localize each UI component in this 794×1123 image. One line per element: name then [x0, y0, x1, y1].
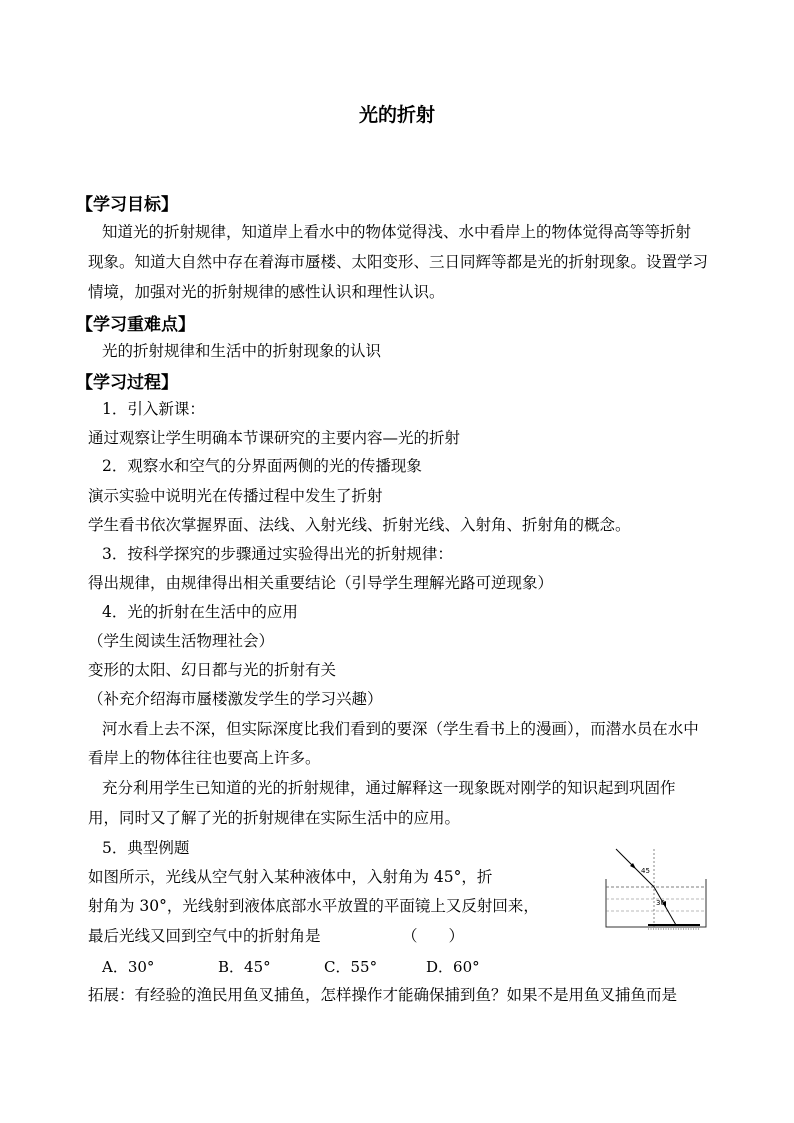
paragraph-line: 光的折射规律和生活中的折射现象的认识: [102, 342, 382, 360]
option-b: B．45°: [218, 958, 271, 976]
process-line: 用，同时又了解了光的折射规律在实际生活中的应用。: [88, 809, 461, 827]
extension-line: 拓展：有经验的渔民用鱼叉捕鱼，怎样操作才能确保捕到鱼？如果不是用鱼叉捕鱼而是: [88, 986, 678, 1004]
refraction-diagram: [604, 843, 708, 933]
process-line: 1．引入新课：: [102, 400, 205, 418]
example-question-line: 射角为 30°，光线射到液体底部水平放置的平面镜上又反射回来，: [88, 897, 539, 915]
process-line: 演示实验中说明光在传播过程中发生了折射: [88, 487, 383, 505]
process-line: 学生看书依次掌握界面、法线、入射光线、折射光线、入射角、折射角的概念。: [88, 516, 631, 534]
option-d: D．60°: [426, 958, 480, 976]
incident-angle-label: 45: [641, 867, 650, 875]
process-line: 4．光的折射在生活中的应用: [102, 603, 298, 621]
process-line: 2．观察水和空气的分界面两侧的光的传播现象: [102, 457, 422, 475]
process-line: 得出规律，由规律得出相关重要结论（引导学生理解光路可逆现象）: [88, 574, 554, 592]
process-line: （补充介绍海市蜃楼激发学生的学习兴趣）: [88, 690, 383, 708]
section-heading-goals: 【学习目标】: [76, 195, 178, 215]
answer-blank: （ ）: [402, 927, 465, 945]
process-line: 5．典型例题: [102, 839, 190, 857]
paragraph-line: 现象。知道大自然中存在着海市蜃楼、太阳变形、三日同辉等都是光的折射现象。设置学习: [88, 253, 709, 271]
process-line: 3．按科学探究的步骤通过实验得出光的折射规律：: [102, 545, 453, 563]
example-question-line: 最后光线又回到空气中的折射角是: [88, 927, 321, 945]
process-line: （学生阅读生活物理社会）: [88, 632, 275, 650]
page-title: 光的折射: [358, 104, 435, 126]
option-c: C．55°: [324, 958, 378, 976]
option-a: A．30°: [102, 958, 155, 976]
process-line: 通过观察让学生明确本节课研究的主要内容—光的折射: [88, 429, 461, 447]
refraction-angle-label: 30: [656, 899, 665, 907]
process-line: 变形的太阳、幻日都与光的折射有关: [88, 661, 337, 679]
paragraph-line: 知道光的折射规律，知道岸上看水中的物体觉得浅、水中看岸上的物体觉得高等等折射: [102, 223, 692, 241]
section-heading-key: 【学习重难点】: [76, 315, 195, 335]
example-question-line: 如图所示，光线从空气射入某种液体中，入射角为 45°，折: [88, 868, 493, 886]
process-line: 看岸上的物体往往也要高上许多。: [88, 749, 321, 767]
process-line: 河水看上去不深，但实际深度比我们看到的要深（学生看书上的漫画），而潜水员在水中: [102, 720, 699, 738]
paragraph-line: 情境，加强对光的折射规律的感性认识和理性认识。: [88, 283, 445, 301]
section-heading-process: 【学习过程】: [76, 373, 178, 393]
process-line: 充分利用学生已知道的光的折射规律，通过解释这一现象既对刚学的知识起到巩固作: [102, 779, 676, 797]
